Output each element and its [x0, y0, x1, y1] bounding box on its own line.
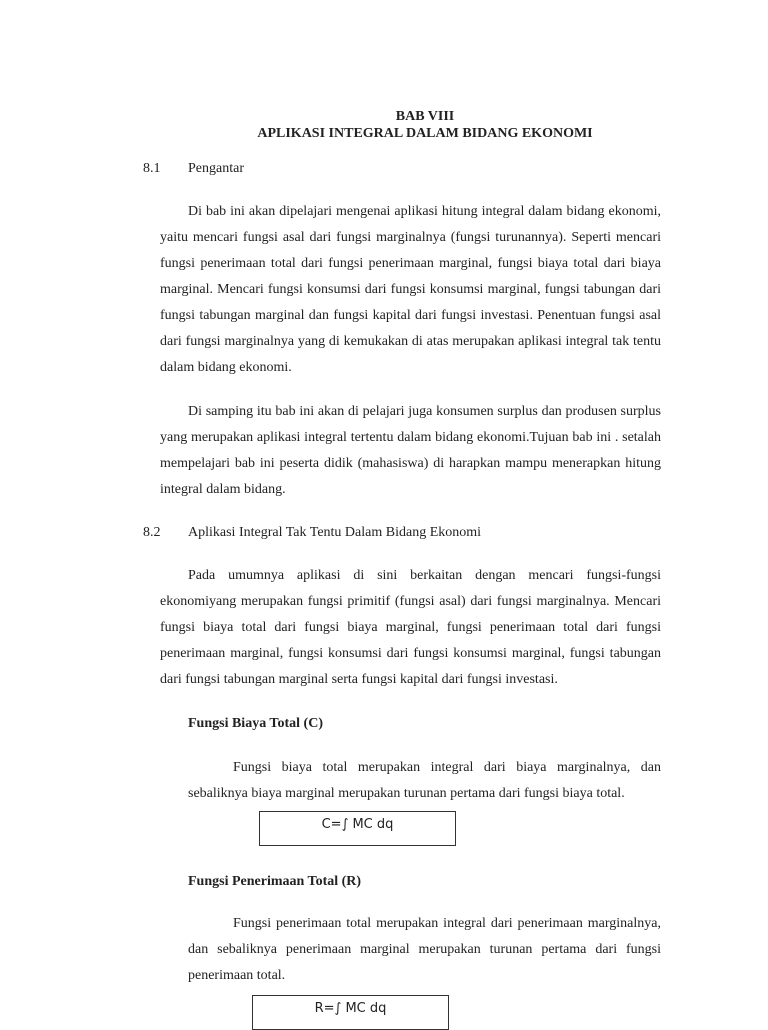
section-number-8-2: 8.2: [143, 525, 161, 540]
chapter-title: APLIKASI INTEGRAL DALAM BIDANG EKONOMI: [257, 126, 593, 141]
revenue-function-heading: Fungsi Penerimaan Total (R): [188, 874, 362, 889]
section-number-8-1: 8.1: [143, 161, 161, 176]
chapter-label: BAB VIII: [395, 109, 455, 124]
intro-paragraph-1: Di bab ini akan dipelajari mengenai aplikasi hitung integral dalam bidang ekonomi, yaitu mencari fungsi asal dari fungsi marginalnya (fungsi turunannya). Seperti mencari fungsi penerimaan total dari fungsi penerimaan marginal, fungsi biaya total dari biaya marginal. Mencari fungsi konsumsi dari fungsi konsumsi marginal, fungsi tabungan dari fungsi tabungan marginal dan fungsi kapital dari fungsi investasi. Penentuan fungsi asal dari fungsi marginalnya yang di kemukakan di atas merupakan aplikasi integral tak tentu dalam bidang ekonomi.: [160, 204, 661, 375]
cost-function-heading: Fungsi Biaya Total (C): [188, 716, 323, 731]
revenue-formula: R=∫ MC dq: [314, 1001, 387, 1016]
cost-formula-box: [259, 811, 456, 846]
revenue-formula-box: [252, 995, 449, 1030]
intro-paragraph-2: Di samping itu bab ini akan di pelajari juga konsumen surplus dan produsen surplus yang merupakan aplikasi integral tertentu dalam bidang ekonomi.Tujuan bab ini . setalah mempelajari bab ini peserta didik (mahasiswa) di harapkan mampu menerapkan hitung integral dalam bidang.: [160, 404, 661, 497]
section-8-2-paragraph: Pada umumnya aplikasi di sini berkaitan dengan mencari fungsi-fungsi ekonomiyang merupakan fungsi primitif (fungsi asal) dari fungsi marginalnya. Mencari fungsi biaya total dari fungsi biaya marginal, fungsi penerimaan total dari fungsi penerimaan marginal, fungsi konsumsi dari fungsi konsumsi marginal, fungsi tabungan dari fungsi tabungan marginal serta fungsi kapital dari fungsi investasi.: [160, 568, 661, 687]
section-title-aplikasi: Aplikasi Integral Tak Tentu Dalam Bidang Ekonomi: [188, 525, 482, 540]
cost-function-text: Fungsi biaya total merupakan integral dari biaya marginalnya, dan sebaliknya biaya marginal merupakan turunan pertama dari fungsi biaya total.: [188, 760, 661, 801]
section-title-pengantar: Pengantar: [188, 161, 244, 176]
revenue-function-text: Fungsi penerimaan total merupakan integral dari penerimaan marginalnya, dan sebaliknya penerimaan marginal merupakan turunan pertama dari fungsi penerimaan total.: [188, 916, 661, 983]
cost-formula: C=∫ MC dq: [321, 817, 394, 832]
